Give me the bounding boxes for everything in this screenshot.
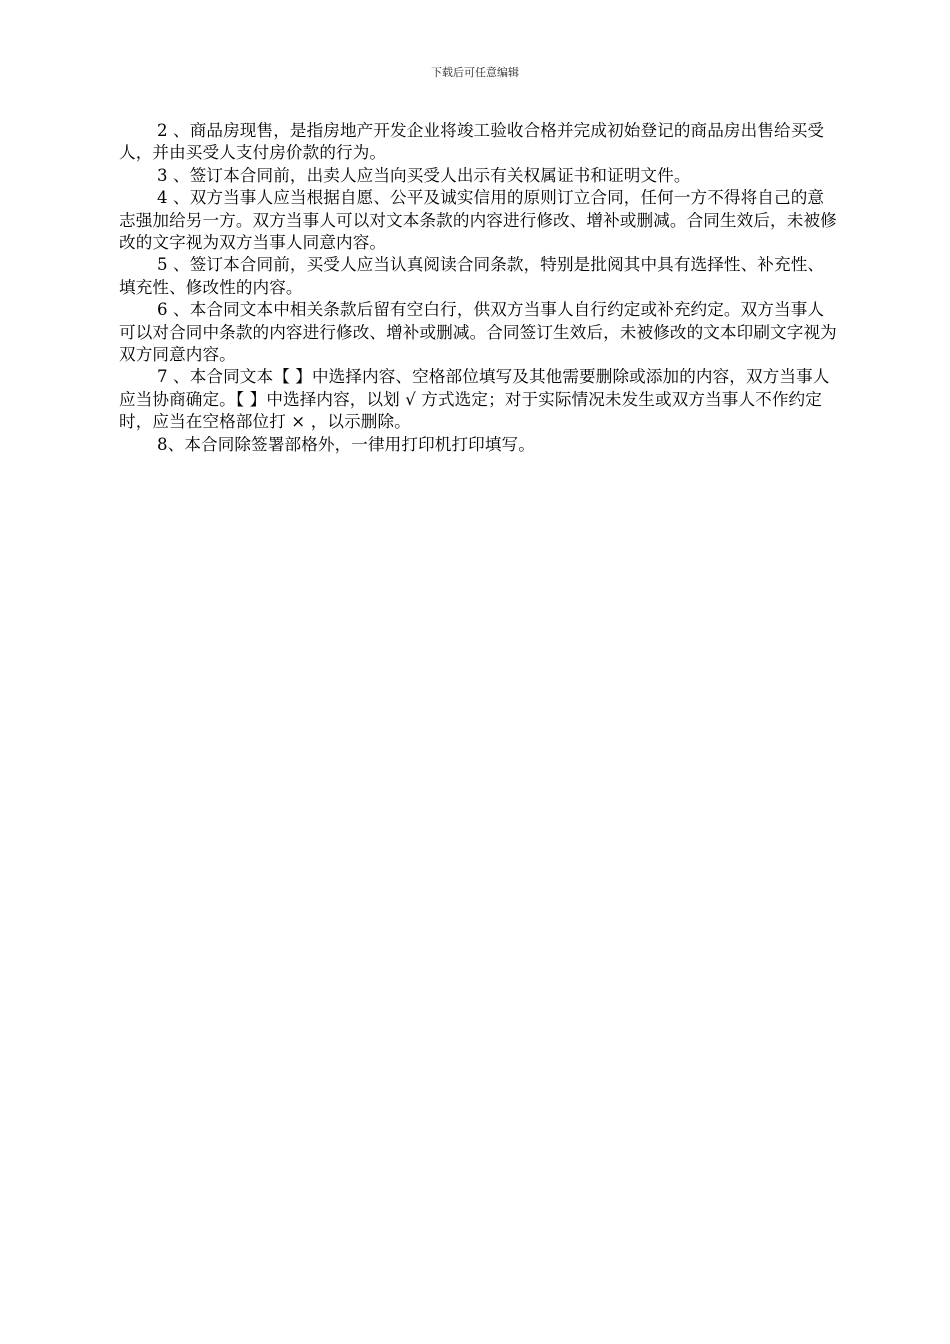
paragraph-item-4: 4 、双方当事人应当根据自愿、公平及诚实信用的原则订立合同，任何一方不得将自己的意志强加给另一方。双方当事人可以对文本条款的内容进行修改、增补或删减。合同生效后，未被修改的文字视为双方当事人同意内容。	[119, 188, 837, 253]
paragraph-item-7: 7 、本合同文本【 】中选择内容、空格部位填写及其他需要删除或添加的内容，双方当事人应当协商确定。【 】中选择内容，以划 √ 方式选定；对于实际情况未发生或双方当事人不作约定时，应当在空格部位打 × ，以示删除。	[119, 367, 830, 432]
paragraph-item-6: 6 、本合同文本中相关条款后留有空白行，供双方当事人自行约定或补充约定。双方当事人可以对合同中条款的内容进行修改、增补或删减。合同签订生效后，未被修改的文本印刷文字视为双方同意内容。	[119, 300, 837, 365]
document-body	[119, 120, 839, 456]
paragraph-item-5: 5 、签订本合同前，买受人应当认真阅读合同条款，特别是批阅其中具有选择性、补充性、填充性、修改性的内容。	[119, 255, 825, 297]
paragraph-item-3: 3 、签订本合同前，出卖人应当向买受人出示有关权属证书和证明文件。	[157, 165, 691, 185]
paragraph-item-8: 8、本合同除签署部格外，一律用打印机打印填写。	[157, 434, 535, 454]
paragraph-item-2: 2 、商品房现售，是指房地产开发企业将竣工验收合格并完成初始登记的商品房出售给买受人，并由买受人支付房价款的行为。	[119, 121, 825, 163]
page-header: 下载后可任意编辑	[431, 66, 519, 79]
